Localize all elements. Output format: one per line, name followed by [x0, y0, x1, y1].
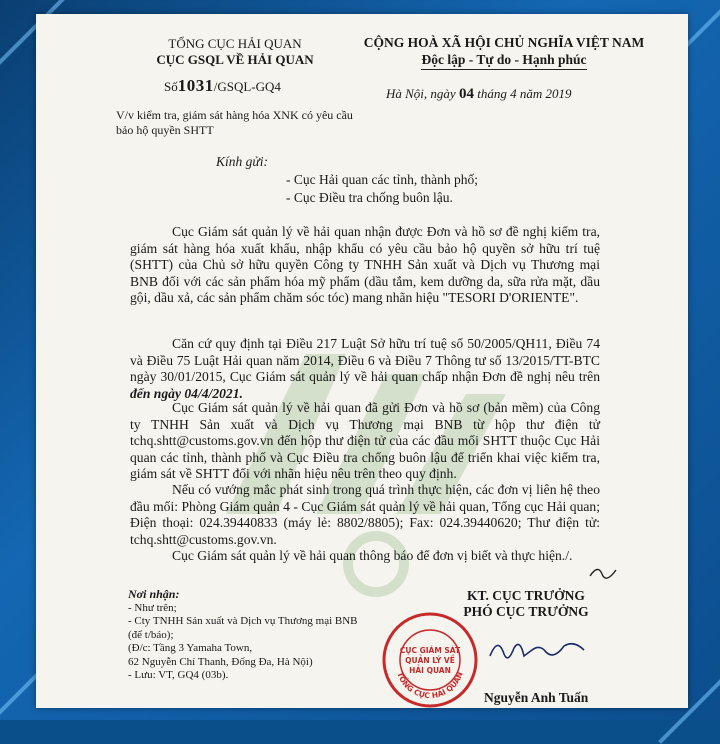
document-number [164, 76, 281, 96]
end-flourish-mark [588, 562, 618, 582]
document-date [386, 86, 571, 103]
agency-parent: TỔNG CỤC HẢI QUAN [168, 36, 302, 51]
national-motto [354, 34, 654, 70]
legal-basis-text: Căn cứ quy định tại Điều 217 Luật Sở hữu trí tuệ số 50/2005/QH11, Điều 74 và Điều 75 Luật Hải quan năm 2014, Điều 6 và Điều 7 Thông tư số 13/2015/TT-BTC ngày 30/01/2015, Cục Giám sát quản lý về hải quan chấp nhận Đơn đề nghị nêu trên [130, 336, 600, 385]
recipient-line: 62 Nguyễn Chí Thanh, Đống Đa, Hà Nội) [128, 655, 313, 668]
recipient-item: - Cục Hải quan các tỉnh, thành phố; [286, 172, 478, 187]
paragraph-legal-basis [130, 336, 600, 402]
recipient-item: - Cục Điều tra chống buôn lậu. [286, 190, 453, 205]
deadline-text: đến ngày 04/4/2021. [130, 385, 243, 401]
date-day: 04 [458, 86, 474, 102]
doc-prefix: Số [164, 79, 178, 94]
svg-text:TỔNG CỤC HẢI QUAN [395, 671, 464, 700]
doc-suffix: /GSQL-GQ4 [213, 79, 281, 94]
official-seal [380, 610, 480, 708]
doc-number: 1031 [177, 76, 214, 95]
recipients-block [128, 588, 388, 683]
seal-center-line1: CỤC GIÁM SÁT [399, 646, 461, 655]
greeting-label: Kính gửi: [216, 154, 268, 169]
recipient-line: - Cty TNHH Sản xuất và Dịch vụ Thương mại BNB [128, 615, 358, 627]
paragraph-contact: Nếu có vướng mắc phát sinh trong quá trình thực hiện, các đơn vị liên hệ theo đầu mối: Phòng Giám quản 4 - Cục Giám sát quản lý về hải quan, Tổng cục Hải quan; Điện thoại: 024.39440833 (máy lẻ: 8802/8805); Fax: 024.39440620; Thư điện tử: tchq.shtt@customs.gov.vn. [130, 482, 600, 547]
recipient-line: - Lưu: VT, GQ4 (03b). [128, 669, 229, 681]
recipient-line: (để t/báo); [128, 628, 174, 641]
seal-center-line2: QUẢN LÝ VỀ [405, 656, 455, 665]
recipient-line: (Đ/c: Tầng 3 Yamaha Town, [128, 642, 253, 654]
paragraph-dispatch: Cục Giám sát quản lý về hải quan đã gửi Đơn và hồ sơ (bản mềm) của Công ty TNHH Sản xuất và Dịch vụ Thương mại BNB từ hộp thư điện tử tchq.shtt@customs.gov.vn đến hộp thư điện tử của các đầu mối SHTT thuộc Cục Hải quan các tỉnh, thành phố và Cục Điều tra chống buôn lậu để triển khai việc kiểm tra, giám sát về SHTT đối với nhãn hiệu nêu trên theo quy định. [130, 400, 600, 482]
signer-title-line1: KT. CỤC TRƯỞNG [467, 588, 585, 603]
paragraph-closing: Cục Giám sát quản lý về hải quan thông báo để đơn vị biết và thực hiện./. [172, 548, 573, 563]
agency-name: CỤC GSQL VỀ HẢI QUAN [156, 52, 314, 67]
paragraph-intro: Cục Giám sát quản lý về hải quan nhận được Đơn và hồ sơ đề nghị kiểm tra, giám sát hàng hóa xuất khẩu, nhập khẩu có yêu cầu bảo hộ quyền sở hữu trí tuệ (SHTT) của Chủ sở hữu quyền Công ty TNHH Sản xuất và Dịch vụ Thương mại BNB đối với các sản phẩm hóa mỹ phẩm (dầu tắm, kem dưỡng da, sữa rửa mặt, dầu gội, dầu xả, các sản phẩm chăm sóc tóc) mang nhãn hiệu "TESORI D'ORIENTE". [130, 224, 600, 306]
country-name: CỘNG HOÀ XÃ HỘI CHỦ NGHĨA VIỆT NAM [363, 35, 645, 50]
date-suffix: tháng 4 năm 2019 [477, 86, 572, 101]
signer-name: Nguyễn Anh Tuấn [484, 690, 589, 705]
seal-center-line3: HẢI QUAN [409, 666, 451, 675]
motto: Độc lập - Tự do - Hạnh phúc [421, 51, 586, 70]
signer-title-line2: PHÓ CỤC TRƯỞNG [463, 604, 589, 619]
recipients-title: Nơi nhận: [128, 587, 180, 601]
handwritten-signature [484, 630, 604, 670]
subject-line: V/v kiểm tra, giám sát hàng hóa XNK có yêu cầu bảo hộ quyền SHTT [116, 108, 353, 137]
recipient-line: - Như trên; [128, 601, 177, 614]
seal-ring-text: TỔNG CỤC HẢI QUAN [395, 670, 465, 701]
date-prefix: Hà Nội, ngày [386, 86, 456, 101]
issuing-agency [120, 36, 350, 68]
document-page [36, 14, 688, 708]
